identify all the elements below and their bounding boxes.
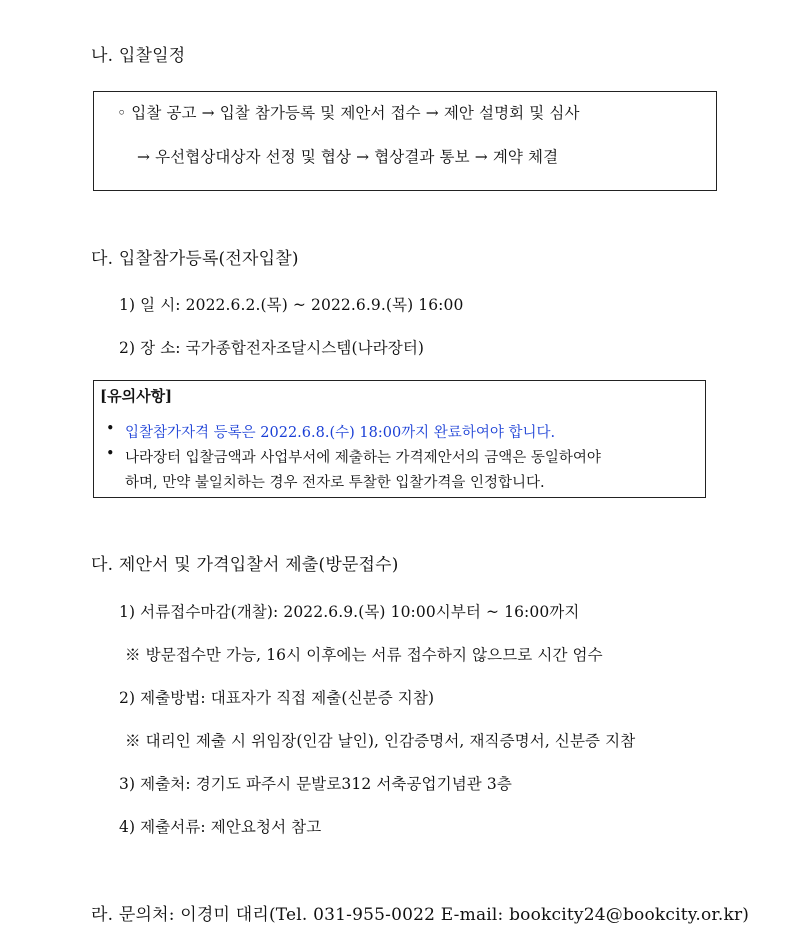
registration-date: 1) 일 시: 2022.6.2.(목) ~ 2022.6.9.(목) 16:00 bbox=[119, 296, 464, 314]
submission-note-1: ※ 방문접수만 가능, 16시 이후에는 서류 접수하지 않으므로 시간 엄수 bbox=[125, 646, 603, 664]
contact-info: 라. 문의처: 이경미 대리(Tel. 031-955-0022 E-mail: bookcity24@bookcity.or.kr) bbox=[91, 905, 750, 925]
submission-method: 2) 제출방법: 대표자가 직접 제출(신분증 지참) bbox=[119, 689, 435, 707]
notice-bullet-2-line-1: 나라장터 입찰금액과 사업부서에 제출하는 가격제안서의 금액은 동일하여야 bbox=[125, 450, 601, 466]
bullet-icon: • bbox=[106, 446, 115, 462]
bullet-icon: • bbox=[106, 421, 115, 437]
section-na-heading: 나. 입찰일정 bbox=[91, 46, 186, 66]
submission-deadline: 1) 서류접수마감(개찰): 2022.6.9.(목) 10:00시부터 ~ 16:00까지 bbox=[119, 603, 580, 621]
section-da2-heading: 다. 제안서 및 가격입찰서 제출(방문접수) bbox=[91, 555, 399, 575]
schedule-line-2: → 우선협상대상자 선정 및 협상 → 협상결과 통보 → 계약 체결 bbox=[137, 148, 559, 166]
notice-box bbox=[93, 380, 706, 498]
registration-place: 2) 장 소: 국가종합전자조달시스템(나라장터) bbox=[119, 339, 425, 357]
submission-location: 3) 제출처: 경기도 파주시 문발로312 서축공업기념관 3층 bbox=[119, 775, 512, 793]
section-da1-heading: 다. 입찰참가등록(전자입찰) bbox=[91, 249, 299, 269]
notice-title: [유의사항] bbox=[100, 387, 173, 405]
schedule-line-1: ◦ 입찰 공고 → 입찰 참가등록 및 제안서 접수 → 제안 설명회 및 심사 bbox=[117, 104, 580, 122]
notice-bullet-1: 입찰참가자격 등록은 2022.6.8.(수) 18:00까지 완료하여야 합니다. bbox=[125, 425, 556, 441]
submission-note-2: ※ 대리인 제출 시 위임장(인감 날인), 인감증명서, 재직증명서, 신분증 지참 bbox=[125, 732, 636, 750]
notice-bullet-2-line-2: 하며, 만약 불일치하는 경우 전자로 투찰한 입찰가격을 인정합니다. bbox=[125, 475, 545, 491]
submission-documents: 4) 제출서류: 제안요청서 참고 bbox=[119, 818, 322, 836]
schedule-box bbox=[93, 91, 717, 191]
